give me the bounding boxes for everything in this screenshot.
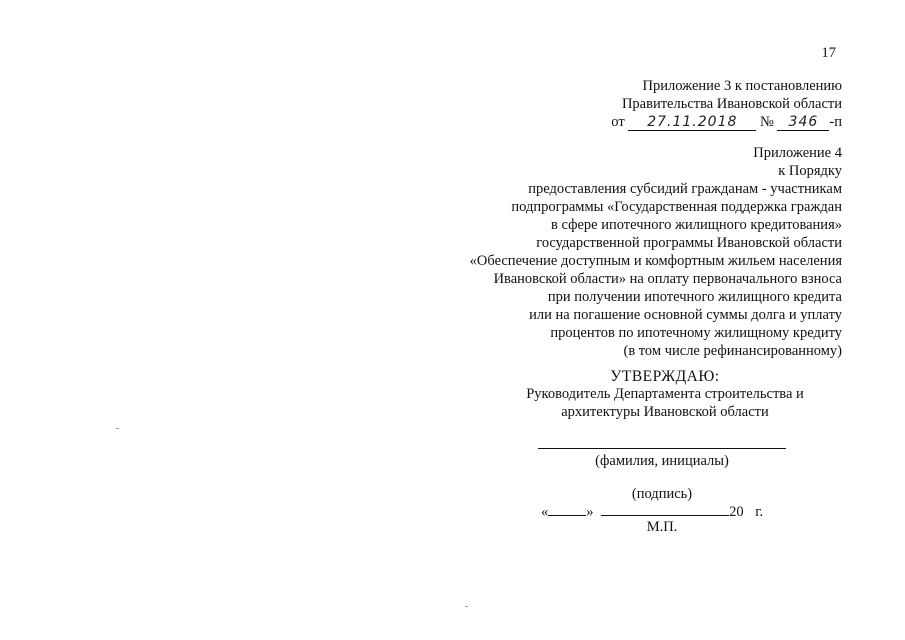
appendix-line: процентов по ипотечному жилищному кредиту (550, 325, 842, 341)
approval-title: УТВЕРЖДАЮ: (610, 368, 720, 385)
stamp-place: М.П. (646, 519, 678, 535)
appendix-line: к Порядку (778, 163, 842, 179)
appendix-line: предоставления субсидий гражданам - участникам (528, 181, 842, 197)
from-prefix: от (611, 114, 625, 130)
page-number: 17 (821, 45, 836, 61)
appendix-block (470, 144, 842, 360)
month-blank (601, 502, 729, 516)
day-blank (548, 502, 586, 516)
decree-header (611, 77, 842, 131)
number-suffix: -п (829, 114, 842, 130)
appendix-line: при получении ипотечного жилищного кредита (547, 289, 842, 305)
position-line-2: архитектуры Ивановской области (561, 404, 769, 420)
header-date-line (611, 113, 842, 131)
appendix-line: или на погашение основной суммы долга и уплату (529, 307, 842, 323)
appendix-line: Ивановской области» на оплату первоначального взноса (493, 271, 842, 287)
scan-speck (116, 428, 119, 429)
number-prefix: № (759, 114, 774, 130)
approval-position (500, 385, 830, 421)
appendix-line: «Обеспечение доступным и комфортным жильем населения (469, 253, 842, 269)
appendix-line: Приложение 4 (753, 145, 842, 161)
year-suffix: г. (755, 504, 764, 520)
appendix-line: в сфере ипотечного жилищного кредитования» (551, 217, 842, 233)
appendix-line: (в том числе рефинансированному) (623, 343, 842, 359)
quote-close: » (586, 504, 594, 520)
appendix-line: государственной программы Ивановской области (536, 235, 842, 251)
header-line-1: Приложение 3 к постановлению (642, 78, 842, 94)
scan-speck (465, 606, 468, 607)
year-prefix: 20 (729, 504, 744, 520)
signature-caption: (подпись) (631, 486, 693, 502)
quote-open: « (541, 504, 549, 520)
position-line-1: Руководитель Департамента строительства и (526, 386, 804, 402)
decree-date: 27.11.2018 (628, 114, 756, 131)
name-caption: (фамилия, инициалы) (595, 453, 729, 469)
decree-number: 346 (777, 114, 829, 131)
name-signature-line (538, 448, 786, 449)
appendix-line: подпрограммы «Государственная поддержка граждан (511, 199, 842, 215)
header-line-2: Правительства Ивановской области (621, 96, 842, 112)
